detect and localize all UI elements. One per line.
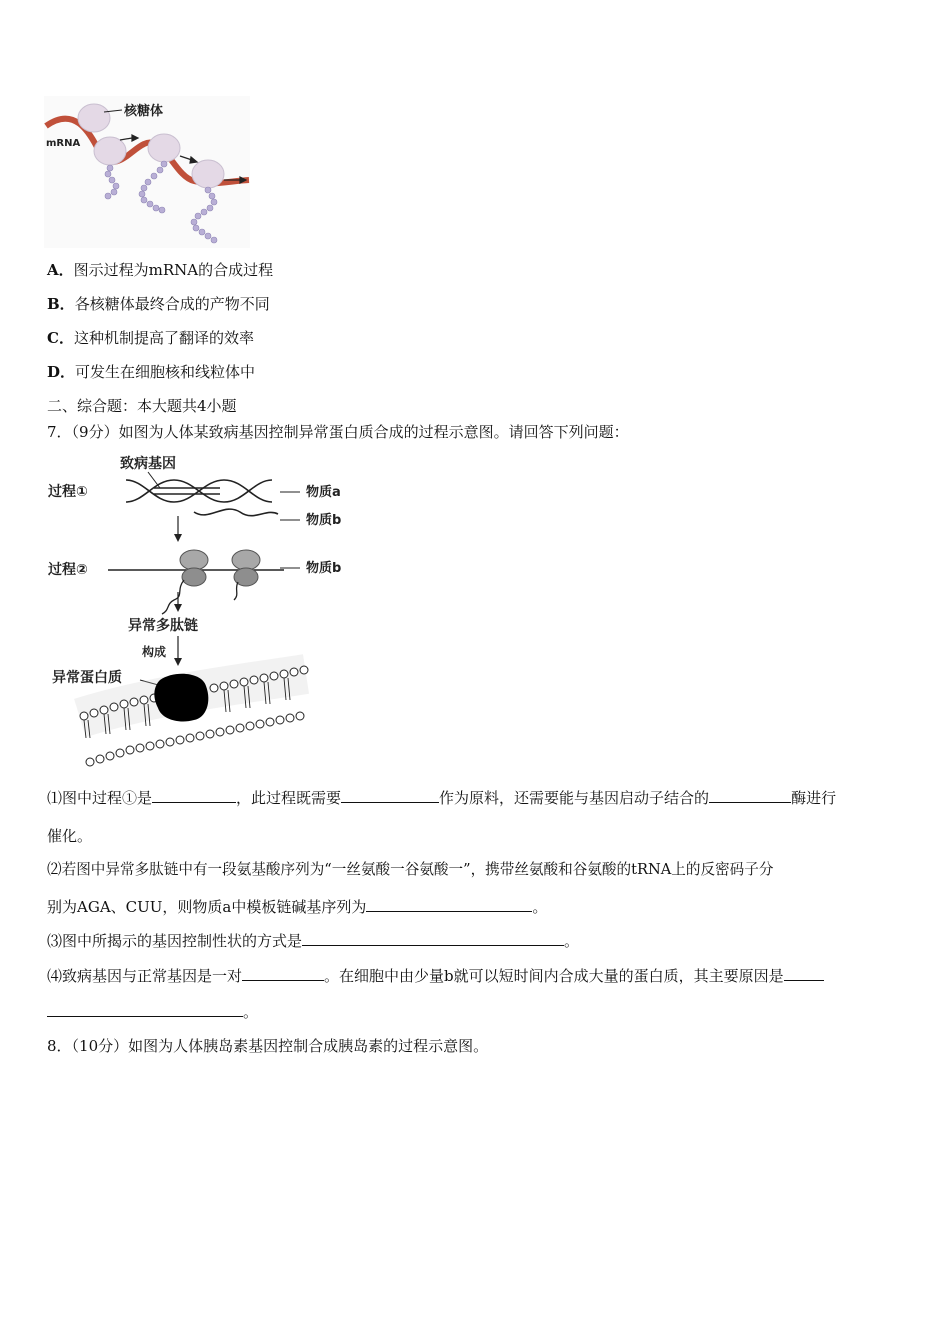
ribosome-label: 核糖体 [124,104,164,119]
constitute-label: 构成 [142,645,167,659]
option-d: D．可发生在细胞核和线粒体中 [47,363,256,381]
substance-b-label: 物质b [306,513,342,528]
substance-b2-label: 物质b [306,561,342,576]
substance-a-label: 物质a [306,485,341,500]
gene-label: 致病基因 [120,456,176,472]
q7-sub1-line1: ⑴图中过程①是 ，此过程既需要 作为原料，还需要能与基因启动子结合的 酶进行 [47,789,837,807]
process1-label: 过程① [48,484,88,500]
q7-sub3: ⑶图中所揭示的基因控制性状的方式是 。 [47,932,580,950]
q7-sub4-line1: ⑷致病基因与正常基因是一对 。在细胞中由少量b就可以短时间内合成大量的蛋白质，其主要原因是 [47,966,824,986]
option-c: C．这种机制提高了翻译的效率 [47,329,254,347]
mrna-label: mRNA [46,138,81,149]
abnormal-peptide-label: 异常多肽链 [128,618,198,634]
q7-stem: 7．（9分）如图为人体某致病基因控制异常蛋白质合成的过程示意图。请回答下列问题： [47,423,629,441]
q7-sub2-line2: 别为AGA、CUU，则物质a中模板链碱基序列为 。 [47,898,548,916]
q7-sub4-line2: 。 [47,1002,258,1022]
gene-expression-figure [44,450,354,772]
process2-label: 过程② [48,562,88,578]
abnormal-protein-label: 异常蛋白质 [52,670,122,686]
q8-stem: 8．（10分）如图为人体胰岛素基因控制合成胰岛素的过程示意图。 [47,1037,489,1055]
polysome-figure [44,96,250,248]
q7-sub2-line1: ⑵若图中异常多肽链中有一段氨基酸序列为“一丝氨酸一谷氨酸一”，携带丝氨酸和谷氨酸的tRNA上的反密码子分 [47,861,774,878]
section-heading: 二、综合题：本大题共4小题 [47,397,237,415]
option-b: B．各核糖体最终合成的产物不同 [47,295,270,313]
membrane-protein [154,674,208,722]
q7-sub1-line2: 催化。 [47,827,93,845]
option-a: A．图示过程为mRNA的合成过程 [47,261,274,279]
translating-ribosomes [180,550,260,586]
